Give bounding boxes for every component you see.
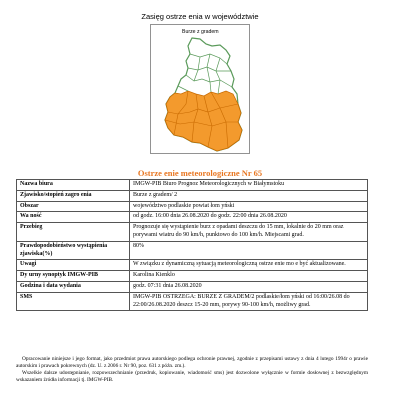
row-label: Nazwa biura: [17, 180, 130, 191]
table-row: [17, 260, 368, 271]
row-label: Przebieg: [17, 223, 130, 242]
row-label: Prawdopodobieństwo wystąpienia zjawiska(%): [17, 241, 130, 260]
map-inset-label: Burze z gradem: [182, 29, 219, 35]
map-title: Zasięg ostrze enia w województwie: [141, 12, 259, 21]
row-value: Burze z gradem/ 2: [130, 190, 368, 201]
table-row: [17, 292, 368, 311]
table-row: [17, 190, 368, 201]
row-label: Godzina i data wydania: [17, 281, 130, 292]
row-value: Prognozuje się wystąpienie burz z opadami deszczu do 15 mm, lokalnie do 20 mm oraz porywami wiatru do 90 km/h, punktowo do 100 km/h. Miejscami grad.: [130, 223, 368, 242]
table-row: [17, 201, 368, 212]
table-row: [17, 271, 368, 282]
row-value: W związku z dynamiczną sytuacją meteorologiczną ostrze enie mo e być aktualizowane.: [130, 260, 368, 271]
table-row: [17, 241, 368, 260]
row-label: Dy urny synoptyk IMGW-PIB: [17, 271, 130, 282]
copyright-paragraph: Wszelkie dalsze udostępnianie, rozpowszechnianie (przedruk, kopiowanie, wiadomość sms) jest dozwolone wyłącznie w formie dosłownej z bezwzględnym wskazaniem źródła informacji tj. IMGW-PIB.: [16, 370, 368, 384]
table-row: [17, 281, 368, 292]
row-label: Zjawisko/stopień zagro enia: [17, 190, 130, 201]
row-value: Karolina Kienklo: [130, 271, 368, 282]
table-row: [17, 223, 368, 242]
row-value: województwo podlaskie powiat łom yński: [130, 201, 368, 212]
table-row: [17, 212, 368, 223]
copyright-paragraph: Opracowanie niniejsze i jego format, jako przedmiot prawa autorskiego podlega ochronie prawnej, zgodnie z przepisami ustawy z dnia 4 lutego 1994r o prawie autorskim i prawach pokrewnych (dz. U. z 2006 r. Nr 90, poz. 631 z późn. zm.).: [16, 356, 368, 370]
row-value: godz. 07:31 dnia 26.08.2020: [130, 281, 368, 292]
table-row: [17, 180, 368, 191]
copyright-notice: [16, 356, 368, 385]
row-value: IMGW-PIB Biuro Prognoz Meteorologicznych w Białymstoku: [130, 180, 368, 191]
region-map-svg: [150, 24, 250, 154]
row-value: 80%: [130, 241, 368, 260]
row-label: Wa ność: [17, 212, 130, 223]
row-value: od godz. 16:00 dnia 26.08.2020 do godz. 22:00 dnia 26.08.2020: [130, 212, 368, 223]
row-label: Uwagi: [17, 260, 130, 271]
warning-info-table: [16, 179, 368, 311]
row-label: Obszar: [17, 201, 130, 212]
warning-title: Ostrze enie meteorologiczne Nr 65: [137, 168, 263, 178]
row-value: IMGW-PIB OSTRZEGA: BURZE Z GRADEM/2 podlaskie/łom yński od 16:00/26.08 do 22:00/26.08.2020 deszcz 15-20 mm, porywy 90-100 km/h, możliwy grad.: [130, 292, 368, 311]
row-label: SMS: [17, 292, 130, 311]
warning-map: [150, 24, 250, 154]
